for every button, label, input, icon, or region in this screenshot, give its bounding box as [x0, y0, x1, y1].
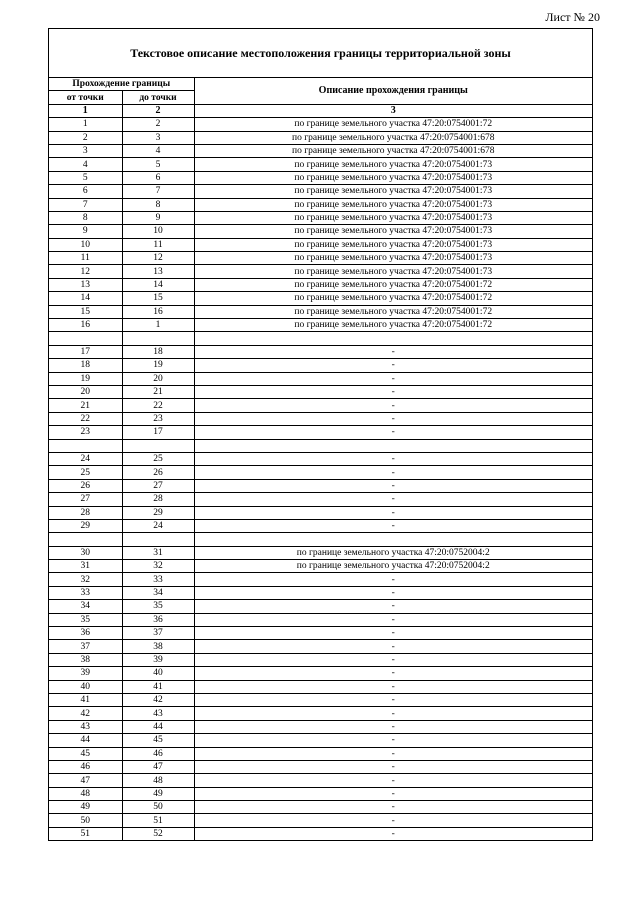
- from-point-cell: 32: [49, 573, 122, 586]
- to-point-cell: 14: [122, 278, 194, 291]
- from-point-cell: 50: [49, 814, 122, 827]
- passage-header: Прохождение границы: [49, 78, 194, 91]
- to-point-cell: 37: [122, 627, 194, 640]
- table-row: [49, 359, 592, 372]
- table-row: [49, 412, 592, 425]
- table-row: [49, 680, 592, 693]
- description-cell: по границе земельного участка 47:20:0752004:2: [194, 546, 592, 559]
- from-point-cell: 48: [49, 787, 122, 800]
- table-row: [49, 827, 592, 840]
- to-point-cell: 42: [122, 693, 194, 706]
- to-point-cell: 34: [122, 586, 194, 599]
- from-point-cell: [49, 332, 122, 345]
- table-row: [49, 319, 592, 332]
- from-point-cell: 17: [49, 345, 122, 358]
- to-point-cell: 51: [122, 814, 194, 827]
- description-cell: -: [194, 385, 592, 398]
- to-point-cell: 11: [122, 238, 194, 251]
- description-cell: -: [194, 466, 592, 479]
- table-row: [49, 426, 592, 439]
- column-number: 3: [194, 104, 592, 117]
- description-cell: по границе земельного участка 47:20:0754001:678: [194, 144, 592, 157]
- to-point-cell: 25: [122, 452, 194, 465]
- table-row: [49, 171, 592, 184]
- to-point-cell: 21: [122, 385, 194, 398]
- to-point-cell: 16: [122, 305, 194, 318]
- description-cell: -: [194, 653, 592, 666]
- from-point-cell: 26: [49, 479, 122, 492]
- table-row: [49, 479, 592, 492]
- table-row: [49, 144, 592, 157]
- description-cell: -: [194, 827, 592, 840]
- description-cell: по границе земельного участка 47:20:0754001:73: [194, 158, 592, 171]
- description-cell: -: [194, 747, 592, 760]
- separator-row: [49, 533, 592, 546]
- to-point-cell: 4: [122, 144, 194, 157]
- separator-row: [49, 439, 592, 452]
- to-point-cell: 12: [122, 252, 194, 265]
- to-point-cell: 35: [122, 600, 194, 613]
- description-cell: по границе земельного участка 47:20:0754001:73: [194, 252, 592, 265]
- from-point-cell: 12: [49, 265, 122, 278]
- from-point-cell: 47: [49, 774, 122, 787]
- to-point-cell: 24: [122, 519, 194, 532]
- table-row: [49, 653, 592, 666]
- from-point-cell: 7: [49, 198, 122, 211]
- description-cell: -: [194, 479, 592, 492]
- from-point-cell: 20: [49, 385, 122, 398]
- table-row: [49, 600, 592, 613]
- description-cell: по границе земельного участка 47:20:0754001:73: [194, 171, 592, 184]
- description-cell: [194, 533, 592, 546]
- to-point-header: до точки: [122, 91, 194, 104]
- from-point-cell: 36: [49, 627, 122, 640]
- from-point-cell: 37: [49, 640, 122, 653]
- table-body: [49, 104, 592, 840]
- description-cell: -: [194, 586, 592, 599]
- description-cell: -: [194, 573, 592, 586]
- to-point-cell: 32: [122, 560, 194, 573]
- table-row: [49, 265, 592, 278]
- from-point-cell: 30: [49, 546, 122, 559]
- description-cell: -: [194, 693, 592, 706]
- to-point-cell: [122, 533, 194, 546]
- description-cell: -: [194, 613, 592, 626]
- to-point-cell: 20: [122, 372, 194, 385]
- table-row: [49, 305, 592, 318]
- from-point-cell: 40: [49, 680, 122, 693]
- to-point-cell: 49: [122, 787, 194, 800]
- description-cell: -: [194, 452, 592, 465]
- description-cell: -: [194, 519, 592, 532]
- table-row: [49, 118, 592, 131]
- to-point-cell: 45: [122, 734, 194, 747]
- description-cell: [194, 439, 592, 452]
- table-row: [49, 385, 592, 398]
- from-point-cell: 3: [49, 144, 122, 157]
- description-cell: -: [194, 680, 592, 693]
- table-row: [49, 238, 592, 251]
- sheet-number: Лист № 20: [545, 10, 600, 24]
- description-cell: -: [194, 345, 592, 358]
- separator-row: [49, 332, 592, 345]
- to-point-cell: 9: [122, 211, 194, 224]
- from-point-cell: 6: [49, 185, 122, 198]
- table-row: [49, 787, 592, 800]
- table-row: [49, 493, 592, 506]
- table-row: [49, 720, 592, 733]
- table-row: [49, 814, 592, 827]
- table-row: [49, 252, 592, 265]
- from-point-cell: 21: [49, 399, 122, 412]
- description-cell: -: [194, 627, 592, 640]
- to-point-cell: 17: [122, 426, 194, 439]
- column-number-row: [49, 104, 592, 117]
- to-point-cell: 28: [122, 493, 194, 506]
- description-cell: по границе земельного участка 47:20:0754001:72: [194, 118, 592, 131]
- description-cell: по границе земельного участка 47:20:0754001:72: [194, 292, 592, 305]
- from-point-cell: [49, 439, 122, 452]
- table-row: [49, 211, 592, 224]
- description-cell: -: [194, 814, 592, 827]
- to-point-cell: 15: [122, 292, 194, 305]
- to-point-cell: 1: [122, 319, 194, 332]
- from-point-cell: 5: [49, 171, 122, 184]
- to-point-cell: 43: [122, 707, 194, 720]
- description-cell: -: [194, 359, 592, 372]
- to-point-cell: 19: [122, 359, 194, 372]
- from-point-header: от точки: [49, 91, 122, 104]
- to-point-cell: 39: [122, 653, 194, 666]
- description-cell: -: [194, 399, 592, 412]
- to-point-cell: 3: [122, 131, 194, 144]
- table-row: [49, 198, 592, 211]
- table-row: [49, 586, 592, 599]
- description-cell: по границе земельного участка 47:20:0754001:73: [194, 225, 592, 238]
- to-point-cell: 44: [122, 720, 194, 733]
- to-point-cell: 13: [122, 265, 194, 278]
- description-cell: -: [194, 801, 592, 814]
- description-cell: -: [194, 734, 592, 747]
- description-cell: -: [194, 774, 592, 787]
- table-row: [49, 452, 592, 465]
- to-point-cell: 5: [122, 158, 194, 171]
- table-row: [49, 292, 592, 305]
- table-row: [49, 613, 592, 626]
- boundary-table: [49, 78, 592, 840]
- from-point-cell: 34: [49, 600, 122, 613]
- from-point-cell: 31: [49, 560, 122, 573]
- from-point-cell: 51: [49, 827, 122, 840]
- to-point-cell: [122, 439, 194, 452]
- description-cell: по границе земельного участка 47:20:0754001:73: [194, 185, 592, 198]
- description-cell: -: [194, 372, 592, 385]
- description-cell: -: [194, 707, 592, 720]
- from-point-cell: 41: [49, 693, 122, 706]
- to-point-cell: 26: [122, 466, 194, 479]
- table-row: [49, 399, 592, 412]
- from-point-cell: 35: [49, 613, 122, 626]
- from-point-cell: 28: [49, 506, 122, 519]
- table-row: [49, 519, 592, 532]
- table-row: [49, 774, 592, 787]
- to-point-cell: 27: [122, 479, 194, 492]
- from-point-cell: 13: [49, 278, 122, 291]
- to-point-cell: 31: [122, 546, 194, 559]
- to-point-cell: 8: [122, 198, 194, 211]
- to-point-cell: 33: [122, 573, 194, 586]
- to-point-cell: 7: [122, 185, 194, 198]
- table-row: [49, 801, 592, 814]
- description-cell: -: [194, 667, 592, 680]
- table-row: [49, 760, 592, 773]
- description-cell: [194, 332, 592, 345]
- table-row: [49, 466, 592, 479]
- to-point-cell: [122, 332, 194, 345]
- from-point-cell: 24: [49, 452, 122, 465]
- from-point-cell: 27: [49, 493, 122, 506]
- to-point-cell: 2: [122, 118, 194, 131]
- from-point-cell: 14: [49, 292, 122, 305]
- from-point-cell: 45: [49, 747, 122, 760]
- from-point-cell: 44: [49, 734, 122, 747]
- table-row: [49, 278, 592, 291]
- description-cell: -: [194, 787, 592, 800]
- description-cell: по границе земельного участка 47:20:0754001:73: [194, 238, 592, 251]
- table-row: [49, 560, 592, 573]
- table-row: [49, 640, 592, 653]
- description-cell: по границе земельного участка 47:20:0754001:73: [194, 198, 592, 211]
- from-point-cell: 8: [49, 211, 122, 224]
- column-number: 2: [122, 104, 194, 117]
- description-cell: по границе земельного участка 47:20:0754001:72: [194, 319, 592, 332]
- description-cell: -: [194, 412, 592, 425]
- table-row: [49, 158, 592, 171]
- table-row: [49, 131, 592, 144]
- from-point-cell: 11: [49, 252, 122, 265]
- description-cell: -: [194, 600, 592, 613]
- from-point-cell: 18: [49, 359, 122, 372]
- description-cell: по границе земельного участка 47:20:0752004:2: [194, 560, 592, 573]
- table-row: [49, 573, 592, 586]
- from-point-cell: 46: [49, 760, 122, 773]
- from-point-cell: 23: [49, 426, 122, 439]
- to-point-cell: 38: [122, 640, 194, 653]
- from-point-cell: 1: [49, 118, 122, 131]
- table-row: [49, 506, 592, 519]
- from-point-cell: 9: [49, 225, 122, 238]
- description-cell: -: [194, 426, 592, 439]
- to-point-cell: 52: [122, 827, 194, 840]
- table-row: [49, 734, 592, 747]
- table-row: [49, 627, 592, 640]
- to-point-cell: 47: [122, 760, 194, 773]
- to-point-cell: 22: [122, 399, 194, 412]
- table-row: [49, 693, 592, 706]
- table-row: [49, 345, 592, 358]
- description-cell: по границе земельного участка 47:20:0754001:73: [194, 265, 592, 278]
- description-cell: -: [194, 493, 592, 506]
- document-title: Текстовое описание местоположения границы территориальной зоны: [49, 29, 592, 78]
- to-point-cell: 18: [122, 345, 194, 358]
- table-row: [49, 667, 592, 680]
- from-point-cell: 10: [49, 238, 122, 251]
- to-point-cell: 36: [122, 613, 194, 626]
- to-point-cell: 6: [122, 171, 194, 184]
- to-point-cell: 46: [122, 747, 194, 760]
- description-cell: -: [194, 506, 592, 519]
- from-point-cell: 2: [49, 131, 122, 144]
- document-frame: [48, 28, 593, 841]
- from-point-cell: 22: [49, 412, 122, 425]
- table-row: [49, 372, 592, 385]
- description-cell: по границе земельного участка 47:20:0754001:73: [194, 211, 592, 224]
- from-point-cell: 19: [49, 372, 122, 385]
- to-point-cell: 23: [122, 412, 194, 425]
- description-header: Описание прохождения границы: [194, 78, 592, 104]
- to-point-cell: 41: [122, 680, 194, 693]
- description-cell: по границе земельного участка 47:20:0754001:678: [194, 131, 592, 144]
- table-row: [49, 747, 592, 760]
- table-row: [49, 185, 592, 198]
- description-cell: -: [194, 760, 592, 773]
- to-point-cell: 40: [122, 667, 194, 680]
- to-point-cell: 10: [122, 225, 194, 238]
- from-point-cell: 15: [49, 305, 122, 318]
- from-point-cell: 33: [49, 586, 122, 599]
- from-point-cell: 42: [49, 707, 122, 720]
- from-point-cell: 16: [49, 319, 122, 332]
- column-number: 1: [49, 104, 122, 117]
- from-point-cell: 29: [49, 519, 122, 532]
- table-row: [49, 707, 592, 720]
- from-point-cell: 49: [49, 801, 122, 814]
- from-point-cell: 38: [49, 653, 122, 666]
- table-row: [49, 546, 592, 559]
- table-row: [49, 225, 592, 238]
- to-point-cell: 48: [122, 774, 194, 787]
- description-cell: -: [194, 720, 592, 733]
- to-point-cell: 50: [122, 801, 194, 814]
- to-point-cell: 29: [122, 506, 194, 519]
- from-point-cell: 25: [49, 466, 122, 479]
- from-point-cell: 4: [49, 158, 122, 171]
- from-point-cell: [49, 533, 122, 546]
- description-cell: -: [194, 640, 592, 653]
- description-cell: по границе земельного участка 47:20:0754001:72: [194, 278, 592, 291]
- from-point-cell: 43: [49, 720, 122, 733]
- description-cell: по границе земельного участка 47:20:0754001:72: [194, 305, 592, 318]
- from-point-cell: 39: [49, 667, 122, 680]
